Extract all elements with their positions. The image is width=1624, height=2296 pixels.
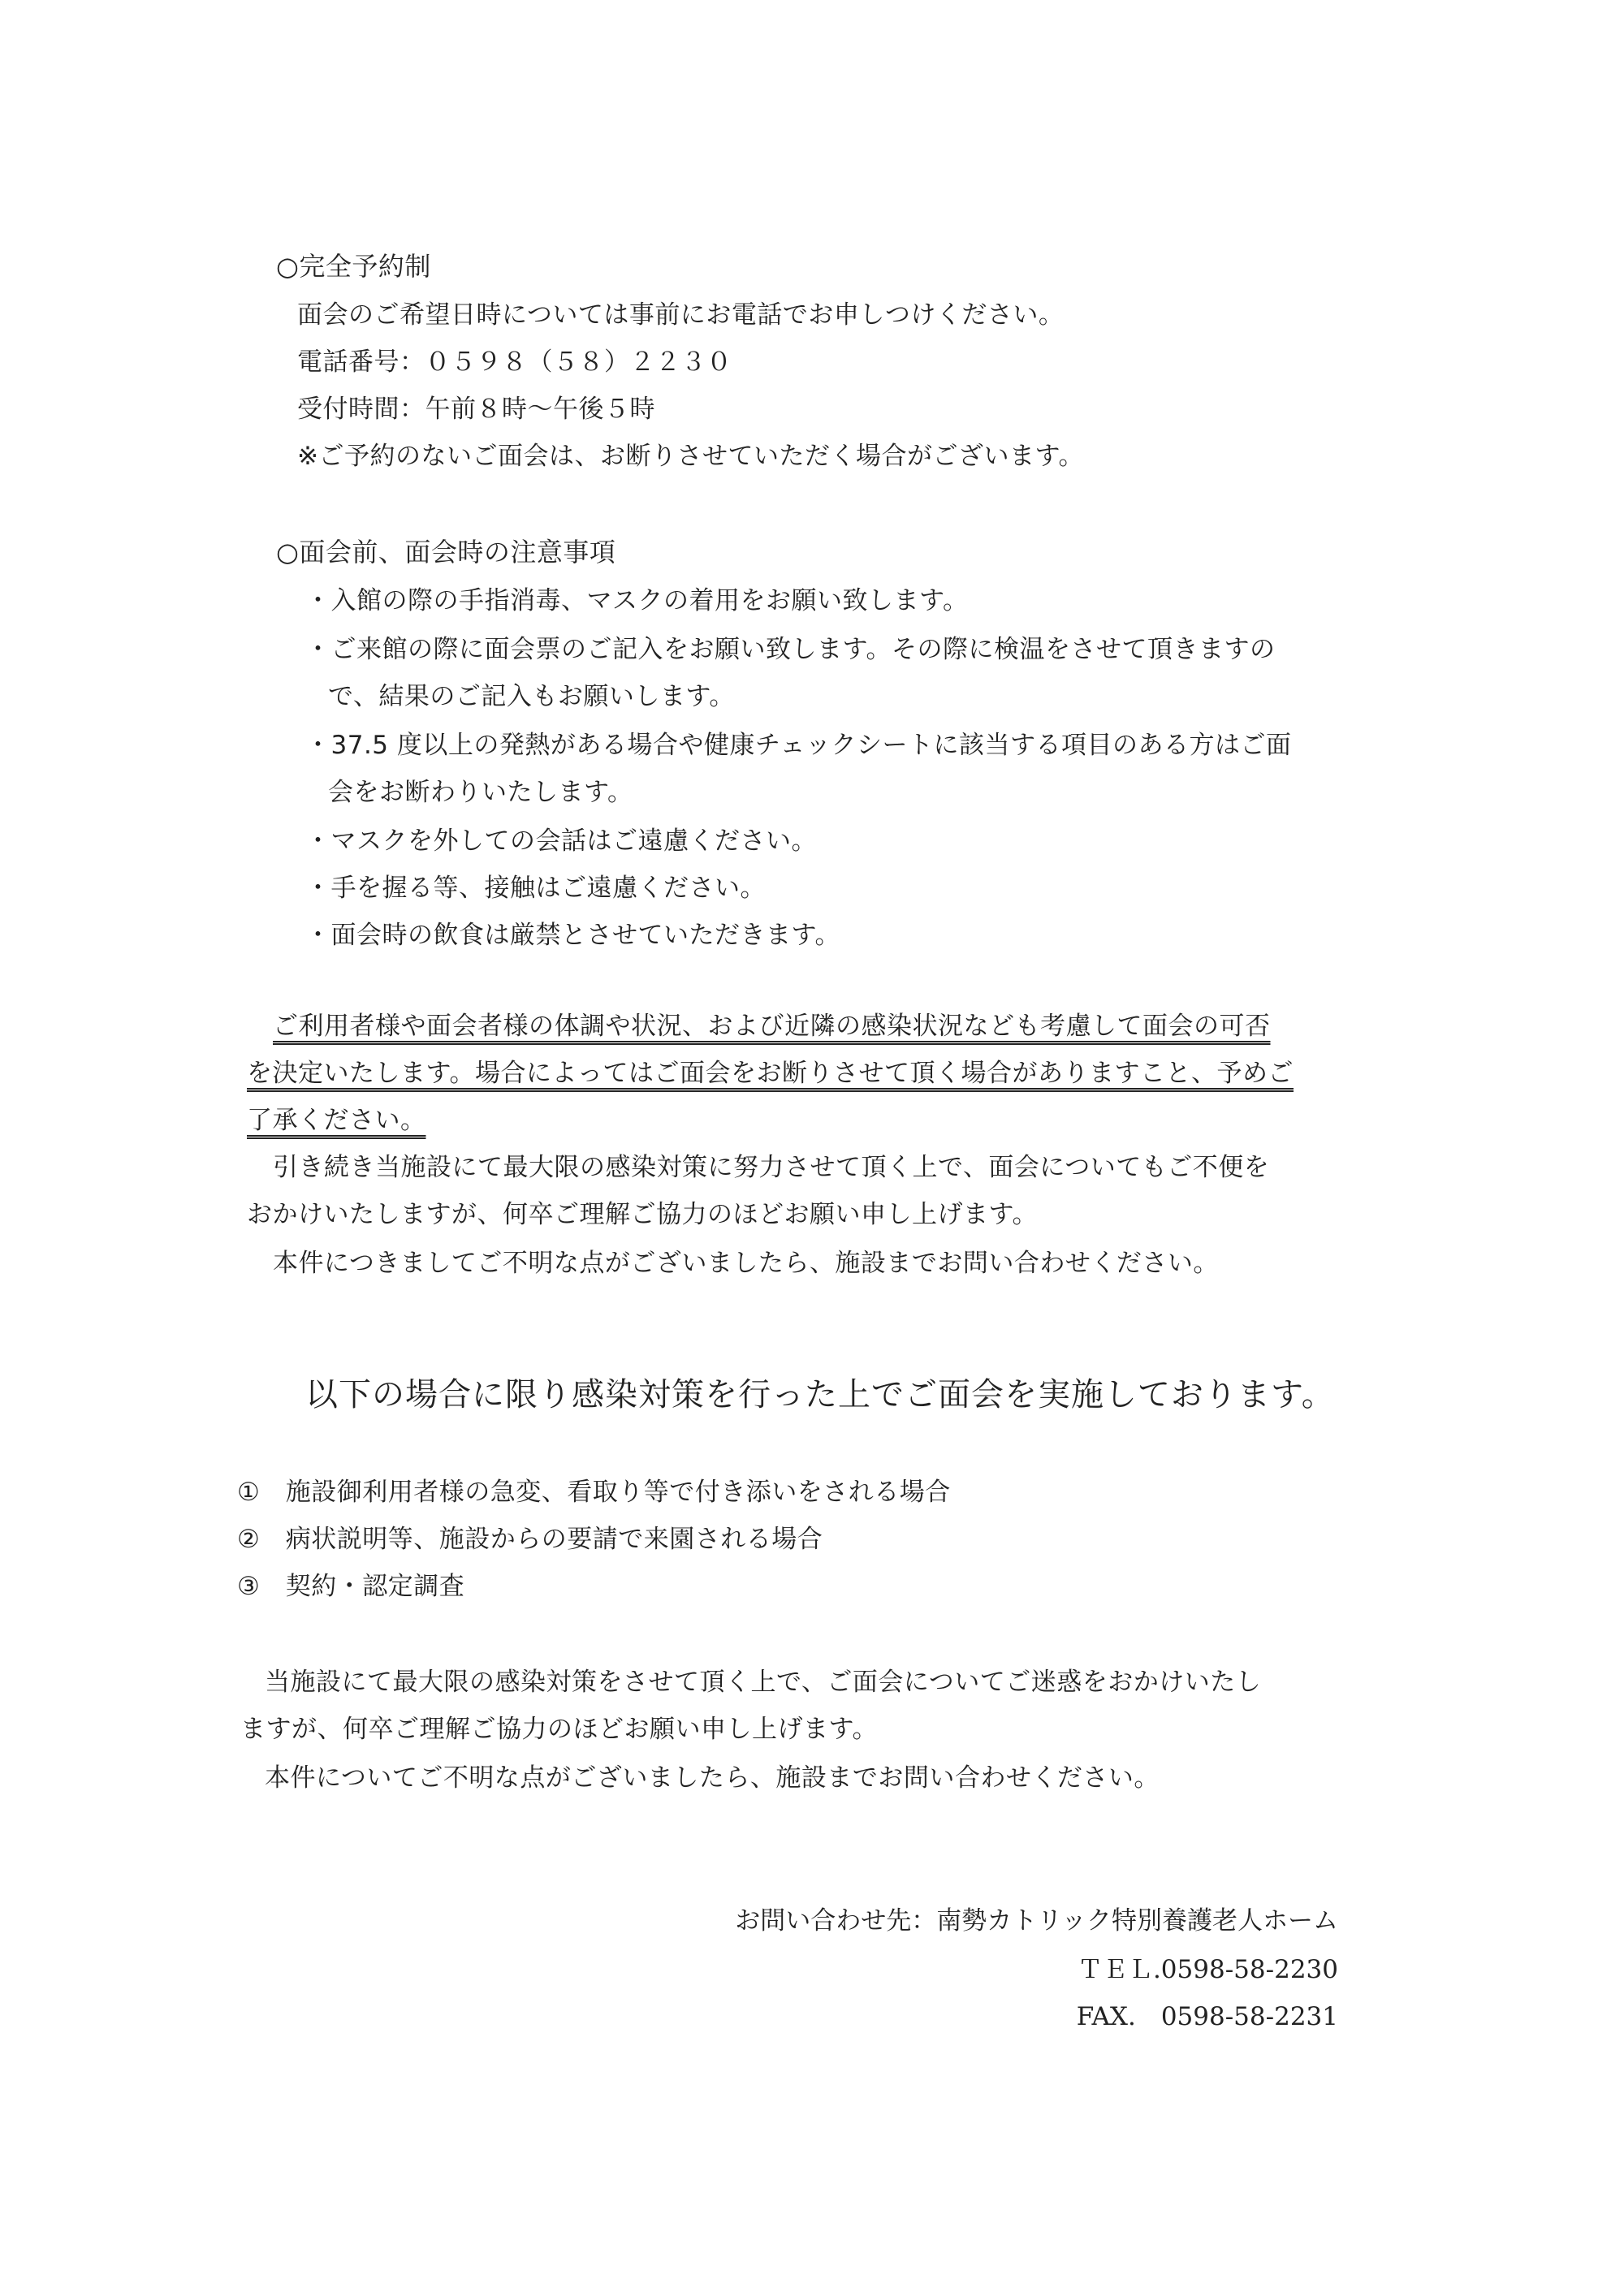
case-item: ③ 契約・認定調査 xyxy=(237,1572,465,1601)
notice-body-line: おかけいたしますが、何卒ご理解ご協力のほどお願い申し上げます。 xyxy=(247,1200,1039,1229)
precaution-item-cont: で、結果のご記入もお願いします。 xyxy=(328,682,735,711)
reservation-line: 面会のご希望日時については事前にお電話でお申しつけください。 xyxy=(297,300,1065,330)
contact-fax: FAX. 0598-58-2231 xyxy=(1076,2002,1338,2031)
reservation-note: ※ご予約のないご面会は、お断りさせていただく場合がございます。 xyxy=(297,442,1084,471)
precaution-item-cont: 会をお断わりいたします。 xyxy=(328,778,633,807)
notice-underlined-line: 了承ください。 xyxy=(247,1106,426,1135)
closing-line: 本件についてご不明な点がございましたら、施設までお問い合わせください。 xyxy=(265,1763,1160,1793)
notice-body-line: 本件につきましてご不明な点がございましたら、施設までお問い合わせください。 xyxy=(273,1249,1219,1278)
precautions-title: ○面会前、面会時の注意事項 xyxy=(276,537,616,568)
notice-underlined-line: を決定いたします。場合によってはご面会をお断りさせて頂く場合がありますこと、予めご xyxy=(247,1059,1294,1088)
precaution-item: ・面会時の飲食は厳禁とさせていただきます。 xyxy=(305,921,841,950)
case-item: ② 病状説明等、施設からの要請で来園される場合 xyxy=(237,1525,823,1554)
precaution-item: ・手を握る等、接触はご遠慮ください。 xyxy=(305,874,766,903)
limited-heading: 以下の場合に限り感染対策を行った上でご面会を実施しております。 xyxy=(305,1376,1335,1413)
case-item: ① 施設御利用者様の急変、看取り等で付き添いをされる場合 xyxy=(237,1478,951,1507)
precaution-item: ・入館の際の手指消毒、マスクの着用をお願い致します。 xyxy=(305,586,969,615)
precaution-item: ・マスクを外しての会話はご遠慮ください。 xyxy=(305,826,817,856)
reservation-hours: 受付時間：午前８時～午後５時 xyxy=(297,395,655,424)
reservation-phone: 電話番号：０５９８（５８）２２３０ xyxy=(297,347,732,377)
closing-line: 当施設にて最大限の感染対策をさせて頂く上で、ご面会についてご迷惑をおかけいたし xyxy=(265,1668,1262,1697)
precaution-item: ・37.5 度以上の発熱がある場合や健康チェックシートに該当する項目のある方はご面 xyxy=(305,731,1292,760)
notice-underlined-line: ご利用者様や面会者様の体調や状況、および近隣の感染状況なども考慮して面会の可否 xyxy=(273,1012,1271,1041)
precaution-item: ・ご来館の際に面会票のご記入をお願い致します。その際に検温をさせて頂きますの xyxy=(305,635,1276,664)
contact-tel: ＴＥＬ.0598-58-2230 xyxy=(1077,1955,1338,1984)
reservation-title: ○完全予約制 xyxy=(276,251,431,282)
closing-line: ますが、何卒ご理解ご協力のほどお願い申し上げます。 xyxy=(240,1715,879,1744)
notice-body-line: 引き続き当施設にて最大限の感染対策に努力させて頂く上で、面会についてもご不便を xyxy=(273,1153,1270,1182)
contact-label: お問い合わせ先：南勢カトリック特別養護老人ホーム xyxy=(735,1906,1338,1936)
